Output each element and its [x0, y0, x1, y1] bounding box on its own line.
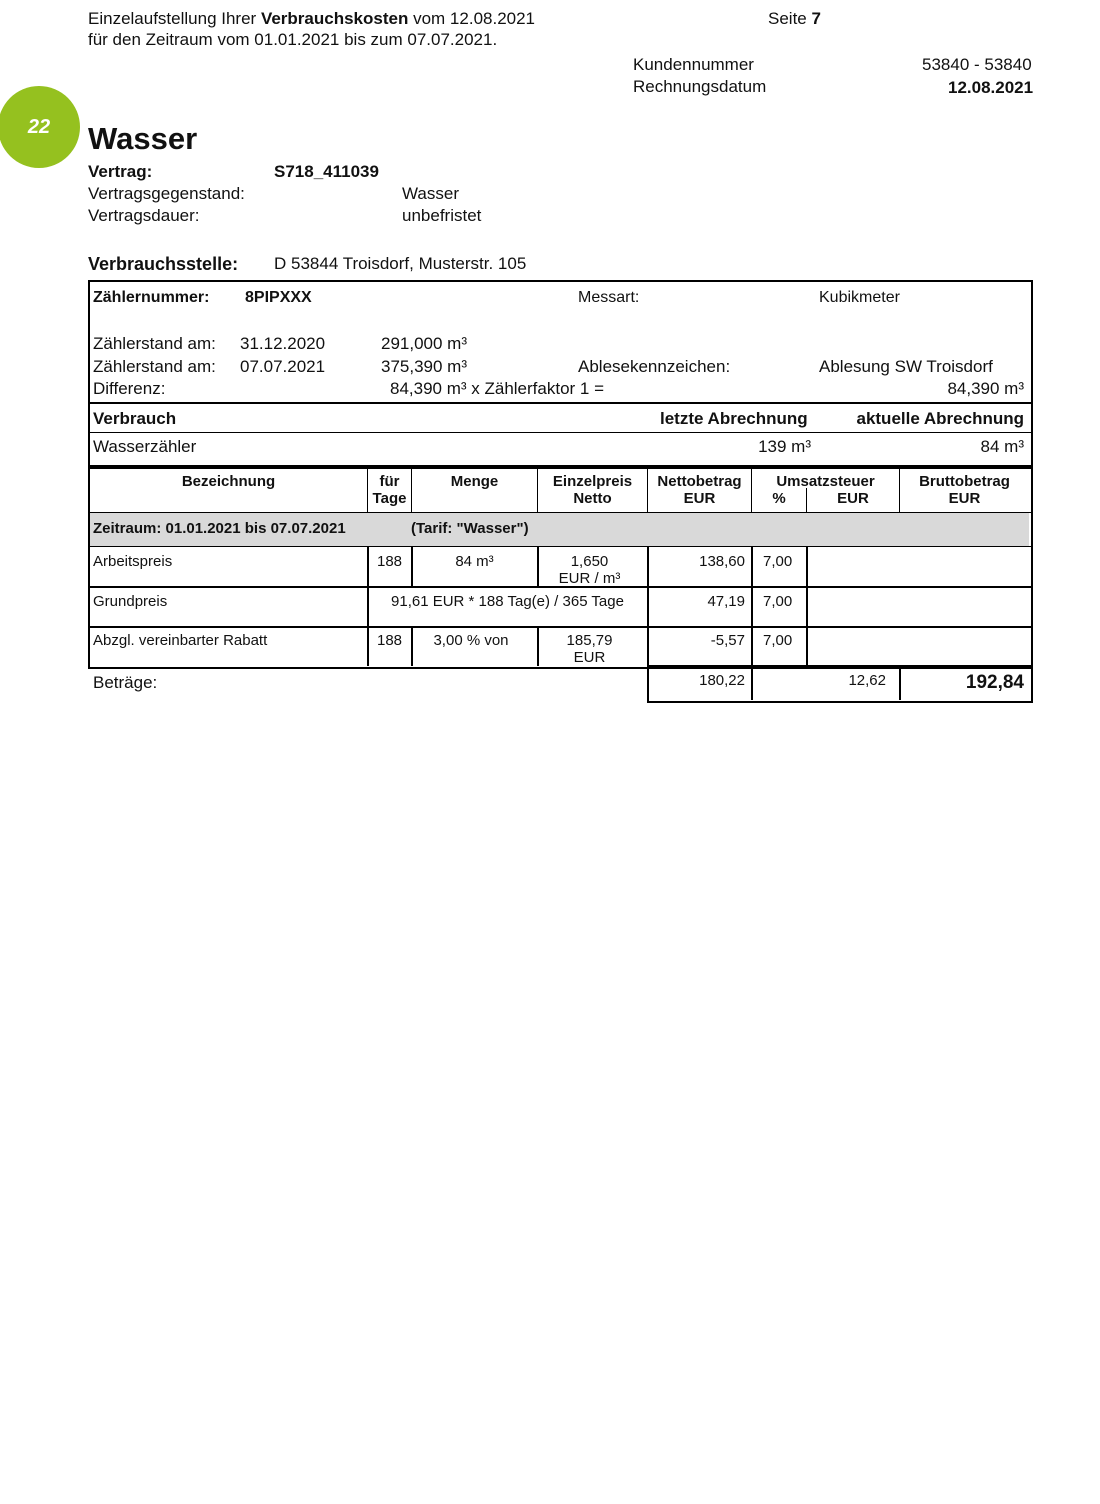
invoice-date-label: Rechnungsdatum [633, 77, 767, 96]
divider [88, 512, 1031, 513]
water-meter-label: Wasserzähler [93, 437, 197, 456]
row-1-unit-price-2: EUR / m³ [558, 570, 621, 587]
row-1-label: Arbeitspreis [93, 553, 173, 570]
totals-gross: 192,84 [965, 672, 1024, 693]
row-1-days: 188 [376, 553, 403, 570]
difference-result: 84,390 m³ [947, 379, 1024, 398]
reading-1-label: Zählerstand am: [93, 334, 216, 353]
tariff-text: (Tarif: "Wasser") [411, 520, 529, 537]
row-1-vat: 7,00 [763, 553, 793, 570]
row-3-unit-price-1: 185,79 [566, 632, 613, 649]
divider [88, 546, 1031, 547]
row-2-vat: 7,00 [763, 593, 793, 610]
col-header-gross-1: Bruttobetrag [919, 473, 1010, 490]
row-3-days: 188 [376, 632, 403, 649]
col-header-unit-price-2: Netto [573, 490, 612, 507]
row-3-vat: 7,00 [763, 632, 793, 649]
reading-2-date: 07.07.2021 [240, 357, 326, 376]
customer-number-value: 53840 - 53840 [922, 55, 1032, 74]
row-2-formula: 91,61 EUR * 188 Tag(e) / 365 Tage [391, 593, 624, 610]
section-title: Wasser [88, 121, 198, 156]
measure-type-label: Messart: [578, 289, 640, 306]
reading-1-date: 31.12.2020 [240, 334, 326, 353]
last-billing-label: letzte Abrechnung [660, 409, 808, 428]
row-1-unit-price-1: 1,650 [570, 553, 609, 570]
col-header-bezeichnung: Bezeichnung [181, 473, 276, 490]
col-header-quantity: Menge [450, 473, 499, 490]
row-3-label: Abzgl. vereinbarter Rabatt [93, 632, 268, 649]
water-meter-last: 139 m³ [758, 437, 811, 456]
consumption-site-label: Verbrauchsstelle: [88, 254, 239, 274]
reading-2-label: Zählerstand am: [93, 357, 216, 376]
consumption-header-label: Verbrauch [93, 409, 177, 428]
consumption-site-value: D 53844 Troisdorf, Musterstr. 105 [274, 254, 527, 273]
contract-label: Vertrag: [88, 162, 153, 181]
col-header-unit-price-1: Einzelpreis [552, 473, 633, 490]
row-3-net: -5,57 [710, 632, 745, 649]
row-3-unit-price-2: EUR [573, 649, 606, 666]
current-billing-label: aktuelle Abrechnung [856, 409, 1024, 428]
totals-net: 180,22 [699, 672, 745, 689]
customer-number-label: Kundennummer [633, 55, 754, 74]
divider [88, 432, 1033, 433]
invoice-date-value: 12.08.2021 [948, 78, 1034, 97]
row-1-net: 138,60 [699, 553, 745, 570]
col-header-vat-percent: % [772, 490, 786, 507]
contract-subject-value: Wasser [402, 184, 459, 203]
meter-number-label: Zählernummer: [93, 289, 210, 306]
col-header-days-2: Tage [372, 490, 407, 507]
contract-duration-label: Vertragsdauer: [88, 206, 200, 225]
row-2-net: 47,19 [707, 593, 745, 610]
reading-1-value: 291,000 m³ [381, 334, 467, 353]
water-meter-current: 84 m³ [980, 437, 1024, 456]
measure-type-value: Kubikmeter [819, 289, 900, 306]
column-divider [806, 547, 808, 666]
col-header-vat-eur: EUR [837, 490, 869, 507]
header-line-1: Einzelaufstellung Ihrer Verbrauchskosten vom 12.08.2021 [88, 9, 536, 28]
row-3-quantity: 3,00 % von [433, 632, 509, 649]
reading-2-value: 375,390 m³ [381, 357, 467, 376]
col-header-days-1: für [379, 473, 400, 490]
col-header-net-2: EUR [683, 490, 716, 507]
column-divider [751, 547, 753, 666]
totals-vat: 12,62 [848, 672, 886, 689]
divider [88, 402, 1033, 404]
contract-value: S718_411039 [274, 162, 379, 181]
period-text: Zeitraum: 01.01.2021 bis 07.07.2021 [93, 520, 346, 537]
page-indicator: Seite 7 [768, 9, 821, 28]
totals-label: Beträge: [93, 673, 158, 692]
contract-subject-label: Vertragsgegenstand: [88, 184, 245, 203]
difference-formula: 84,390 m³ x Zählerfaktor 1 = [390, 379, 605, 398]
divider [88, 626, 1031, 628]
row-1-quantity: 84 m³ [455, 553, 494, 570]
difference-label: Differenz: [93, 379, 166, 398]
reading-mark-label: Ablesekennzeichen: [578, 357, 731, 376]
row-2-label: Grundpreis [93, 593, 168, 610]
col-header-vat: Umsatzsteuer [776, 473, 875, 490]
meter-number-value: 8PIPXXX [245, 289, 312, 306]
section-number-badge: 22 [0, 86, 80, 168]
header-line-2: für den Zeitraum vom 01.01.2021 bis zum 07.07.2021. [88, 30, 498, 49]
contract-duration-value: unbefristet [402, 206, 482, 225]
col-header-gross-2: EUR [948, 490, 981, 507]
reading-mark-value: Ablesung SW Troisdorf [819, 357, 993, 376]
col-header-net-1: Nettobetrag [657, 473, 742, 490]
